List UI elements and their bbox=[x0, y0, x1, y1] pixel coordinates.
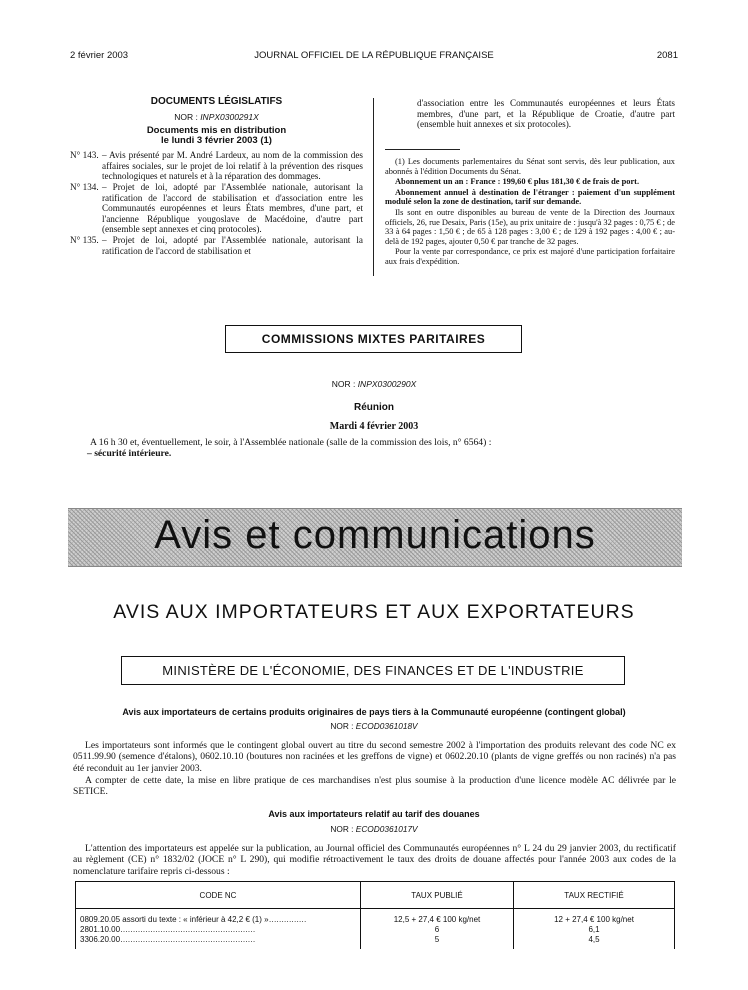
nor-code: INPX0300291X bbox=[200, 111, 259, 122]
footnote: (1) Les documents parlementaires du Sénat sont servis, dès leur publication, aux abonnés à l'édition Documents du Sénat. bbox=[385, 157, 675, 176]
header-taux-rectifie: TAUX RECTIFIÉ bbox=[514, 882, 675, 909]
cell-taux-publie: 5 bbox=[361, 935, 514, 949]
item-number: N° 134. bbox=[70, 181, 99, 192]
avis2-nor bbox=[0, 824, 748, 834]
cell-taux-publie: 6 bbox=[361, 925, 514, 935]
item-number: N° 143. bbox=[70, 150, 99, 161]
footnote: Abonnement annuel à destination de l'étranger : paiement d'un supplément modulé selon la zone de destination, tarif sur demande. bbox=[385, 187, 675, 207]
banner-title: Avis et communications bbox=[154, 513, 596, 557]
cell-code bbox=[76, 925, 361, 935]
item-number: N° 135. bbox=[70, 234, 99, 245]
footnote: Ils sont en outre disponibles au bureau de vente de la Direction des Journaux officiels, 26, rue Desaix, Paris (15e), au prix unitaire de : jusqu'à 32 pages : 0,75 € ; de 33 à 64 pages : 1,50 € ; de 65 à 128 pages : 3,00 € ; de 129 à 192 pages : 4,00 € ; au-delà de 192 pages, ajouter 0,50 € par tranche de 32 pages. bbox=[385, 207, 675, 246]
cell-taux-rectifie: 12 + 27,4 € 100 kg/net bbox=[514, 909, 675, 926]
nor-code: ECOD0361017V bbox=[355, 824, 418, 834]
avis-communications-banner bbox=[68, 508, 682, 567]
documents-nor bbox=[70, 112, 363, 123]
cmp-reunion: Réunion bbox=[354, 402, 394, 413]
header-taux-publie: TAUX PUBLIÉ bbox=[361, 882, 514, 909]
section-title: AVIS AUX IMPORTATEURS ET AUX EXPORTATEURS bbox=[113, 601, 635, 623]
cell-code bbox=[76, 935, 361, 949]
nor-label: NOR : bbox=[330, 721, 354, 731]
footnotes bbox=[385, 157, 675, 268]
documents-subtitle-2: le lundi 3 février 2003 (1) bbox=[161, 135, 272, 147]
leader-dots: …………… bbox=[268, 915, 307, 924]
avis1-paragraph-1: Les importateurs sont informés que le contingent global ouvert au titre du second semestre 2002 à l'importation des produits relevant des code NC ex 0511.99.90 (semence d'étalons), 0602.10.10 (boutures non racinées et les greffons de vigne) et 0602.20.10 (plants de vigne greffés ou non racinés) n'a pas été reconduit au 1er janvier 2003. bbox=[73, 740, 676, 774]
item-text: – Avis présenté par M. André Lardeux, au nom de la commission des affaires sociales, sur le projet de loi relatif à la prévention des risques technologiques et naturels et à la réparation des dommages. bbox=[102, 150, 363, 182]
footnote: Pour la vente par correspondance, ce prix est majoré d'une participation forfaitaire aux frais d'expédition. bbox=[385, 247, 675, 266]
cmp-nor bbox=[0, 379, 748, 389]
avis2-paragraph-1: L'attention des importateurs est appelée sur la publication, au Journal officiel des Communautés européennes n° L 24 du 29 janvier 2003, du rectificatif au règlement (CE) n° 1832/02 (JOCE n° L 290), qui modifie rétroactivement le taux des droits de douane affectés pour l'année 2003 aux codes de la nomenclature tarifaire repris ci-dessous : bbox=[73, 843, 676, 877]
document-item bbox=[70, 182, 363, 235]
code-text: 2801.10.00 bbox=[80, 925, 121, 934]
cell-taux-publie: 12,5 + 27,4 € 100 kg/net bbox=[361, 909, 514, 926]
item-text: – Projet de loi, adopté par l'Assemblée nationale, autorisant la ratification de l'accord de stabilisation et bbox=[102, 234, 363, 256]
cmp-details bbox=[87, 437, 690, 459]
column-divider bbox=[373, 98, 374, 276]
documents-subtitle-1: Documents mis en distribution bbox=[146, 125, 287, 137]
header-date: 2 février 2003 bbox=[70, 50, 129, 61]
documents-title: DOCUMENTS LÉGISLATIFS bbox=[150, 96, 283, 107]
ministry-box: MINISTÈRE DE L'ÉCONOMIE, DES FINANCES ET DE L'INDUSTRIE bbox=[121, 656, 625, 685]
avis2-title: Avis aux importateurs relatif au tarif des douanes bbox=[268, 809, 480, 819]
cmp-line-2: – sécurité intérieure. bbox=[87, 448, 172, 459]
nor-code: ECOD0361018V bbox=[355, 721, 418, 731]
document-item bbox=[70, 235, 363, 256]
table-row bbox=[76, 909, 675, 926]
leader-dots: ……………………………………………… bbox=[120, 935, 256, 944]
nor-label: NOR : bbox=[331, 379, 356, 389]
item-text: – Projet de loi, adopté par l'Assemblée nationale, autorisant la ratification de l'accord de stabilisation et d'association entre les Communautés européennes et leurs États membres, d'une part, et l'ancienne République yougoslave de Macédoine, d'autre part (ensemble sept annexes et cinq protocoles). bbox=[102, 181, 363, 235]
cell-taux-rectifie: 4,5 bbox=[514, 935, 675, 949]
code-text: 3306.20.00 bbox=[80, 935, 121, 944]
header-code-nc: CODE NC bbox=[76, 882, 361, 909]
avis1-paragraph-2: A compter de cette date, la mise en libre pratique de ces marchandises n'est plus soumise à la production d'une licence modèle AC délivrée par le SETICE. bbox=[73, 775, 676, 798]
documents-legislatifs-section bbox=[70, 97, 363, 256]
footnote-rule bbox=[385, 149, 460, 150]
table-row bbox=[76, 925, 675, 935]
footnote: Abonnement un an : France : 199,60 € plus 181,30 € de frais de port. bbox=[395, 177, 640, 187]
cmp-date: Mardi 4 février 2003 bbox=[329, 421, 419, 432]
header-page-number: 2081 bbox=[656, 50, 678, 61]
nor-label: NOR : bbox=[330, 824, 354, 834]
cmp-title-box: COMMISSIONS MIXTES PARITAIRES bbox=[225, 325, 522, 353]
cmp-line-1: A 16 h 30 et, éventuellement, le soir, à l'Assemblée nationale (salle de la commission des lois, n° 6564) : bbox=[90, 437, 492, 448]
code-text: 0809.20.05 assorti du texte : « inférieur à 42,2 € (1) » bbox=[80, 915, 269, 924]
avis1-nor bbox=[0, 721, 748, 731]
tariff-table bbox=[75, 881, 675, 949]
nor-label: NOR : bbox=[174, 111, 198, 122]
table-row bbox=[76, 935, 675, 949]
document-item-continuation: d'association entre les Communautés européennes et leurs États membres, d'une part, et la République de Croatie, d'autre part (ensemble huit annexes et six protocoles). bbox=[417, 98, 675, 130]
nor-code: INPX0300290X bbox=[357, 379, 417, 389]
cell-code bbox=[76, 909, 361, 926]
table-header-row bbox=[76, 882, 675, 909]
document-item bbox=[70, 150, 363, 182]
avis1-title: Avis aux importateurs de certains produits originaires de pays tiers à la Communauté européenne (contingent global) bbox=[122, 707, 626, 717]
cell-taux-rectifie: 6,1 bbox=[514, 925, 675, 935]
header-journal: JOURNAL OFFICIEL DE LA RÉPUBLIQUE FRANÇAISE bbox=[254, 50, 494, 61]
leader-dots: ……………………………………………… bbox=[120, 925, 256, 934]
